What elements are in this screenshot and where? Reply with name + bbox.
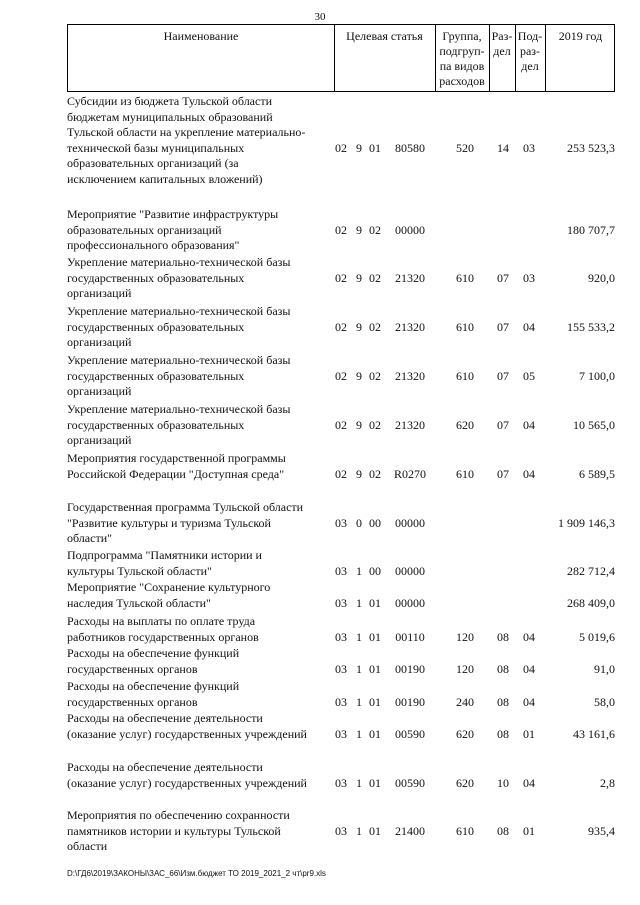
row-name-line: государственных образовательных bbox=[67, 417, 245, 432]
code-direction: 00590 bbox=[395, 775, 425, 790]
row-name bbox=[67, 402, 335, 449]
code-subprogram: 9 bbox=[356, 319, 362, 334]
row-name-line: государственных образовательных bbox=[67, 368, 245, 383]
subsection-code: 05 bbox=[523, 368, 535, 383]
code-direction: 00000 bbox=[395, 515, 425, 530]
section-code: 14 bbox=[497, 140, 509, 155]
amount-2019: 920,0 bbox=[588, 270, 615, 285]
section-code: 08 bbox=[497, 726, 509, 741]
code-direction: 00590 bbox=[395, 726, 425, 741]
header-subsection-line: дел bbox=[521, 59, 539, 73]
header-group-line: подгруп- bbox=[439, 44, 485, 58]
row-name-line: организаций bbox=[67, 433, 132, 447]
row-name-line: Расходы на обеспечение функций bbox=[67, 646, 240, 660]
row-name bbox=[67, 304, 335, 351]
code-subprogram: 9 bbox=[356, 417, 362, 432]
header-year: 2019 год bbox=[558, 29, 603, 43]
code-program: 03 bbox=[335, 661, 347, 676]
header-group-line: па видов bbox=[439, 59, 485, 73]
code-subprogram: 9 bbox=[356, 140, 362, 155]
expense-group: 610 bbox=[456, 368, 474, 383]
section-code: 08 bbox=[497, 661, 509, 676]
row-name bbox=[67, 94, 335, 187]
code-program: 03 bbox=[335, 694, 347, 709]
row-name-line: наследия Тульской области" bbox=[67, 595, 211, 610]
row-name-line: Субсидии из бюджета Тульской области bbox=[67, 94, 273, 108]
code-program: 02 bbox=[335, 270, 347, 285]
subsection-code: 04 bbox=[523, 694, 535, 709]
code-subprogram: 9 bbox=[356, 368, 362, 383]
expense-group: 610 bbox=[456, 319, 474, 334]
amount-2019: 10 565,0 bbox=[573, 417, 615, 432]
row-name-line: Мероприятие "Сохранение культурного bbox=[67, 580, 271, 594]
amount-2019: 180 707,7 bbox=[567, 222, 615, 237]
code-event: 00 bbox=[369, 563, 381, 578]
code-program: 03 bbox=[335, 515, 347, 530]
amount-2019: 2,8 bbox=[600, 775, 615, 790]
row-name-line: области" bbox=[67, 531, 113, 545]
row-name-line: государственных образовательных bbox=[67, 319, 245, 334]
section-code: 08 bbox=[497, 823, 509, 838]
code-event: 02 bbox=[369, 368, 381, 383]
amount-2019: 43 161,6 bbox=[573, 726, 615, 741]
code-subprogram: 9 bbox=[356, 466, 362, 481]
code-event: 01 bbox=[369, 823, 381, 838]
code-program: 02 bbox=[335, 417, 347, 432]
header-subsection bbox=[515, 29, 545, 74]
code-subprogram: 1 bbox=[356, 823, 362, 838]
row-name bbox=[67, 353, 335, 400]
row-name-line: Подпрограмма "Памятники истории и bbox=[67, 548, 262, 562]
row-name-line: памятников истории и культуры Тульской bbox=[67, 823, 281, 838]
row-name-line: (оказание услуг) государственных учреждений bbox=[67, 775, 307, 790]
code-subprogram: 1 bbox=[356, 595, 362, 610]
section-code: 10 bbox=[497, 775, 509, 790]
code-direction: 00110 bbox=[395, 629, 425, 644]
row-name-line: культуры Тульской области" bbox=[67, 563, 212, 578]
expense-group: 610 bbox=[456, 823, 474, 838]
code-event: 01 bbox=[369, 694, 381, 709]
expense-group: 120 bbox=[456, 661, 474, 676]
row-name bbox=[67, 255, 335, 302]
subsection-code: 03 bbox=[523, 270, 535, 285]
code-direction: R0270 bbox=[393, 466, 426, 481]
row-name-line: "Развитие культуры и туризма Тульской bbox=[67, 515, 271, 530]
row-name-line: организаций bbox=[67, 335, 132, 349]
row-name-line: Мероприятия государственной программы bbox=[67, 451, 286, 465]
row-name-line: Тульской области на укрепление материально- bbox=[67, 125, 306, 139]
code-program: 03 bbox=[335, 726, 347, 741]
header-name: Наименование bbox=[163, 29, 239, 43]
code-program: 03 bbox=[335, 629, 347, 644]
row-name-line: организаций bbox=[67, 384, 132, 398]
file-path-footer: D:\ГД6\2019\ЗАКОНЫ\ЗАС_66\Изм.бюджет ТО 2019_2021_2 чт\pr9.xls bbox=[67, 869, 326, 878]
header-group-line: расходов bbox=[439, 74, 485, 88]
subsection-code: 01 bbox=[523, 726, 535, 741]
row-name-line: государственных образовательных bbox=[67, 270, 245, 285]
row-name bbox=[67, 808, 335, 855]
code-subprogram: 0 bbox=[356, 515, 362, 530]
header-group bbox=[435, 29, 489, 89]
code-subprogram: 1 bbox=[356, 563, 362, 578]
subsection-code: 04 bbox=[523, 661, 535, 676]
section-code: 07 bbox=[497, 319, 509, 334]
row-name-line: образовательных организаций bbox=[67, 222, 222, 237]
subsection-code: 01 bbox=[523, 823, 535, 838]
code-direction: 00190 bbox=[395, 694, 425, 709]
code-subprogram: 1 bbox=[356, 726, 362, 741]
code-direction: 21320 bbox=[395, 270, 425, 285]
row-name-line: Российской Федерации "Доступная среда" bbox=[67, 466, 285, 481]
expense-group: 240 bbox=[456, 694, 474, 709]
code-program: 02 bbox=[335, 368, 347, 383]
section-code: 07 bbox=[497, 466, 509, 481]
row-name-line: Расходы на обеспечение деятельности bbox=[67, 711, 263, 725]
row-name-line: государственных органов bbox=[67, 694, 198, 709]
row-name-line: работников государственных органов bbox=[67, 629, 259, 644]
table-header bbox=[67, 24, 615, 92]
code-direction: 21320 bbox=[395, 368, 425, 383]
code-program: 02 bbox=[335, 140, 347, 155]
row-name bbox=[67, 646, 335, 677]
code-direction: 00000 bbox=[395, 222, 425, 237]
code-event: 01 bbox=[369, 140, 381, 155]
row-name-line: области bbox=[67, 839, 108, 853]
code-event: 02 bbox=[369, 319, 381, 334]
row-name bbox=[67, 207, 335, 254]
amount-2019: 7 100,0 bbox=[579, 368, 615, 383]
code-direction: 21400 bbox=[395, 823, 425, 838]
row-name-line: Укрепление материально-технической базы bbox=[67, 402, 291, 416]
amount-2019: 282 712,4 bbox=[567, 563, 615, 578]
amount-2019: 5 019,6 bbox=[579, 629, 615, 644]
row-name bbox=[67, 711, 335, 742]
row-name-line: (оказание услуг) государственных учреждений bbox=[67, 726, 307, 741]
row-name bbox=[67, 580, 335, 611]
row-name-line: бюджетам муниципальных образований bbox=[67, 109, 273, 124]
code-event: 01 bbox=[369, 661, 381, 676]
expense-group: 620 bbox=[456, 726, 474, 741]
subsection-code: 04 bbox=[523, 319, 535, 334]
code-subprogram: 1 bbox=[356, 775, 362, 790]
amount-2019: 6 589,5 bbox=[579, 466, 615, 481]
row-name-line: Расходы на выплаты по оплате труда bbox=[67, 614, 256, 628]
code-event: 01 bbox=[369, 595, 381, 610]
subsection-code: 04 bbox=[523, 629, 535, 644]
expense-group: 610 bbox=[456, 270, 474, 285]
row-name-line: Расходы на обеспечение функций bbox=[67, 679, 240, 693]
code-subprogram: 9 bbox=[356, 270, 362, 285]
amount-2019: 268 409,0 bbox=[567, 595, 615, 610]
header-target: Целевая статья bbox=[346, 29, 423, 43]
subsection-code: 04 bbox=[523, 775, 535, 790]
code-direction: 80580 bbox=[395, 140, 425, 155]
row-name-line: Укрепление материально-технической базы bbox=[67, 353, 291, 367]
code-direction: 00190 bbox=[395, 661, 425, 676]
section-code: 07 bbox=[497, 368, 509, 383]
row-name bbox=[67, 548, 335, 579]
code-direction: 00000 bbox=[395, 563, 425, 578]
code-direction: 00000 bbox=[395, 595, 425, 610]
row-name bbox=[67, 760, 335, 791]
row-name-line: Расходы на обеспечение деятельности bbox=[67, 760, 263, 774]
header-section-line: дел bbox=[493, 44, 511, 58]
subsection-code: 04 bbox=[523, 466, 535, 481]
code-subprogram: 1 bbox=[356, 694, 362, 709]
expense-group: 120 bbox=[456, 629, 474, 644]
row-name-line: профессионального образования" bbox=[67, 238, 240, 252]
code-program: 03 bbox=[335, 775, 347, 790]
code-event: 01 bbox=[369, 629, 381, 644]
row-name-line: организаций bbox=[67, 286, 132, 300]
section-code: 07 bbox=[497, 270, 509, 285]
code-event: 02 bbox=[369, 417, 381, 432]
row-name-line: Мероприятие "Развитие инфраструктуры bbox=[67, 207, 279, 221]
code-program: 02 bbox=[335, 222, 347, 237]
header-subsection-line: Под- bbox=[517, 29, 543, 43]
header-section bbox=[489, 29, 515, 59]
code-program: 03 bbox=[335, 823, 347, 838]
subsection-code: 04 bbox=[523, 417, 535, 432]
header-section-line: Раз- bbox=[491, 29, 513, 43]
code-program: 02 bbox=[335, 466, 347, 481]
row-name-line: технической базы муниципальных bbox=[67, 140, 245, 155]
code-event: 01 bbox=[369, 775, 381, 790]
code-event: 01 bbox=[369, 726, 381, 741]
amount-2019: 1 909 146,3 bbox=[558, 515, 615, 530]
row-name-line: исключением капитальных вложений) bbox=[67, 171, 263, 186]
expense-group: 610 bbox=[456, 466, 474, 481]
row-name-line: государственных органов bbox=[67, 661, 198, 676]
row-name-line: Государственная программа Тульской области bbox=[67, 500, 304, 514]
expense-group: 620 bbox=[456, 417, 474, 432]
row-name bbox=[67, 614, 335, 645]
section-code: 08 bbox=[497, 694, 509, 709]
code-event: 02 bbox=[369, 270, 381, 285]
row-name-line: Мероприятия по обеспечению сохранности bbox=[67, 808, 290, 822]
code-event: 02 bbox=[369, 222, 381, 237]
code-subprogram: 9 bbox=[356, 222, 362, 237]
row-name bbox=[67, 451, 335, 482]
code-subprogram: 1 bbox=[356, 661, 362, 676]
code-program: 02 bbox=[335, 319, 347, 334]
code-direction: 21320 bbox=[395, 417, 425, 432]
page-number: 30 bbox=[314, 11, 326, 23]
header-group-line: Группа, bbox=[442, 29, 482, 43]
code-program: 03 bbox=[335, 595, 347, 610]
row-name bbox=[67, 679, 335, 710]
code-direction: 21320 bbox=[395, 319, 425, 334]
expense-group: 520 bbox=[456, 140, 474, 155]
section-code: 08 bbox=[497, 629, 509, 644]
subsection-code: 03 bbox=[523, 140, 535, 155]
code-program: 03 bbox=[335, 563, 347, 578]
amount-2019: 91,0 bbox=[594, 661, 615, 676]
code-event: 00 bbox=[369, 515, 381, 530]
header-subsection-line: раз- bbox=[519, 44, 541, 58]
code-subprogram: 1 bbox=[356, 629, 362, 644]
expense-group: 620 bbox=[456, 775, 474, 790]
code-event: 02 bbox=[369, 466, 381, 481]
amount-2019: 155 533,2 bbox=[567, 319, 615, 334]
row-name-line: образовательных организаций (за bbox=[67, 156, 239, 170]
amount-2019: 253 523,3 bbox=[567, 140, 615, 155]
amount-2019: 935,4 bbox=[588, 823, 615, 838]
amount-2019: 58,0 bbox=[594, 694, 615, 709]
section-code: 07 bbox=[497, 417, 509, 432]
row-name-line: Укрепление материально-технической базы bbox=[67, 304, 291, 318]
row-name-line: Укрепление материально-технической базы bbox=[67, 255, 291, 269]
row-name bbox=[67, 500, 335, 547]
